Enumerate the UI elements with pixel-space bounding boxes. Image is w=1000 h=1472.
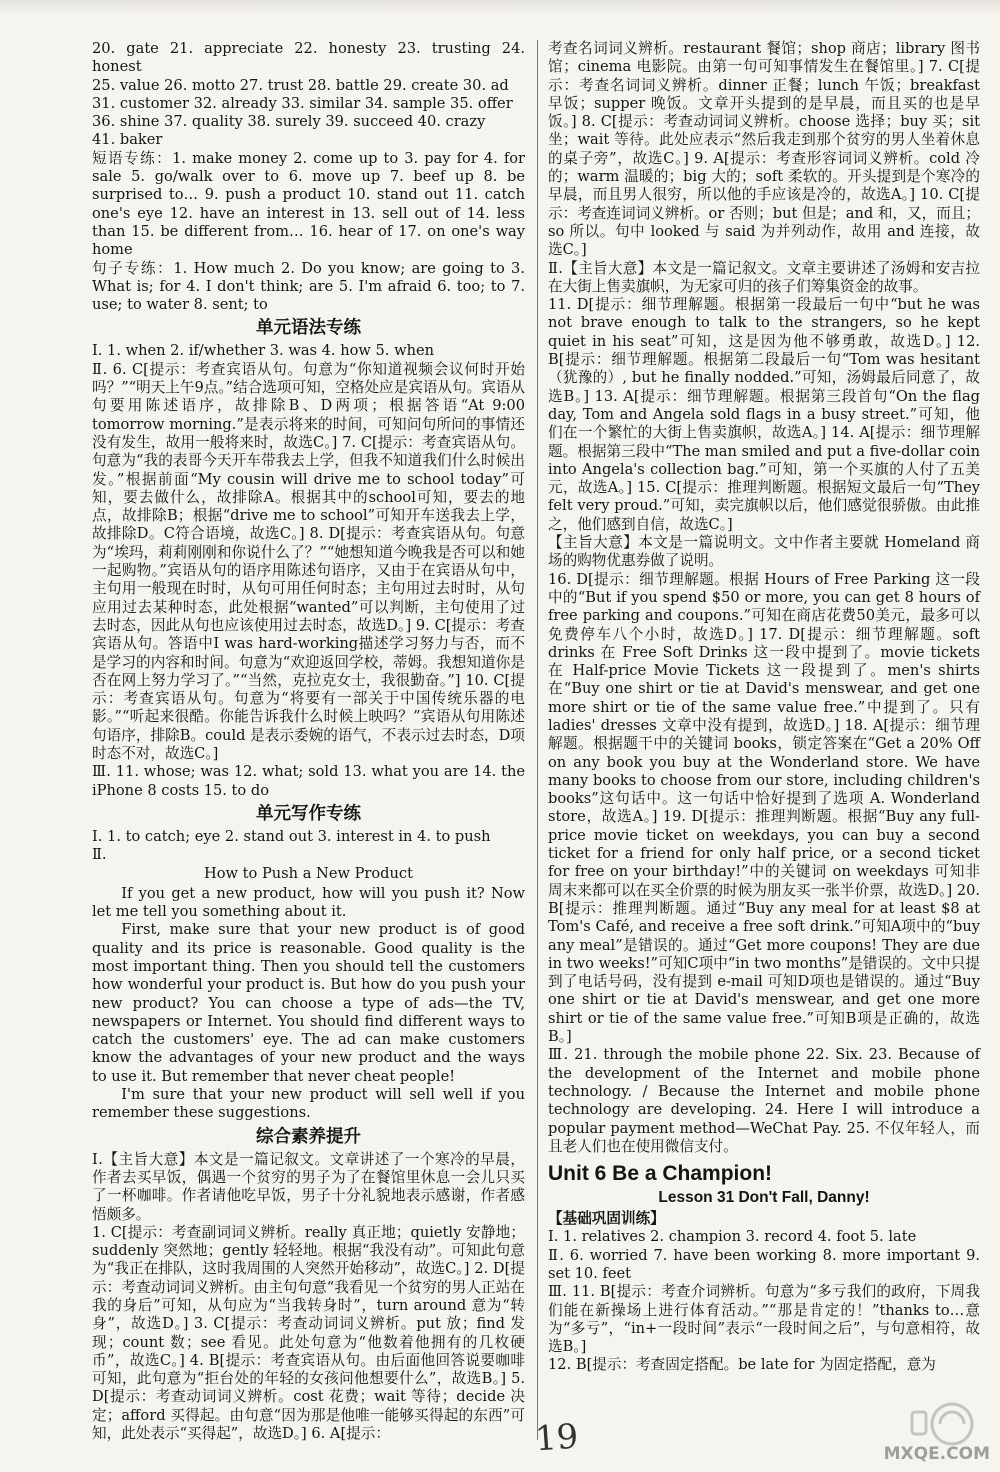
- sentence-practice: 句子专练：1. How much 2. Do you know; are going to 3. What is; for 4. I don't think; are 5. I'm afraid 6. too; to 7. use; to water 8. sent; to: [92, 259, 525, 314]
- basic-part-2: Ⅱ. 6. worried 7. have been working 8. more important 9. set 10. feet: [548, 1246, 980, 1282]
- writing-part-1: Ⅰ. 1. to catch; eye 2. stand out 3. interest in 4. to push: [92, 827, 491, 845]
- essay-title: How to Push a New Product: [204, 865, 413, 883]
- writing-part-2-label: [92, 846, 525, 864]
- vocab-line: 31. customer 32. already 33. similar 34. sample 35. offer: [92, 94, 513, 112]
- basic-part-4: 12. B[提示：考查固定搭配。be late for 为固定搭配，意为: [548, 1356, 936, 1374]
- reading-2-answers: 11. D[提示：细节理解题。根据第一段最后一句中“but he was not brave enough to talk to the strangers, so he kept quiet in his seat”可知，这是因为他不够勇敢，故选D。] 12. B[提示：细节理解题。根据第二段最后一句“Tom was hesitant（犹豫的）, but he finally nodded.”可知，汤姆最后同意了，故选B。] 13. A[提示：细节理解题。根据第三段首句“On the flag day, Tom and Angela sold flags in a busy street.”可知，他们在一个繁忙的大街上售卖旗帜，故选A。] 14. A[提示：细节理解题。根据第三段中“The man smiled and put a five-dollar coin into Angela's collection bag.”可知，第一个买旗的人付了五美元，故选A。] 15. C[提示：推理判断题。根据短文最后一句“They felt very proud.”可知，卖完旗帜以后，他们感觉很骄傲。由此推之，他们感到自信，故选C。]: [548, 296, 980, 533]
- grammar-part-3: Ⅲ. 11. whose; was 12. what; sold 13. what you are 14. the iPhone 8 costs 15. to do: [92, 763, 525, 799]
- grammar-part-1: Ⅰ. 1. when 2. if/whether 3. was 4. how 5. when: [92, 342, 435, 360]
- vocab-line: 41. baker: [92, 131, 163, 149]
- basic-part-1: Ⅰ. 1. relatives 2. champion 3. record 4. foot 5. late: [548, 1228, 917, 1246]
- page-number: 19: [533, 1416, 580, 1460]
- writing-section-title: 单元写作专练: [256, 803, 361, 824]
- phrase-practice: 短语专练：1. make money 2. come up to 3. pay for 4. for sale 5. go/walk over to 6. move up 7. beef up 8. be surprised to… 9. push a product 10. stand out 11. catch one's eye 12. have an interest in 13. sell out of 14. less than 15. be different from… 16. hear of 17. on one's way home: [92, 149, 525, 259]
- essay-paragraph: First, make sure that your new product is of good quality and its price is reasonable. Good quality is the most important thing. Then you should tell the customers how wonderful your product is. But how do you push your new product? You can choose a type of ads—the TV, newspapers or Internet. You should find different ways to catch the customers' eye. The ad can make customers know the advantages of your new product and the ways to use it. But remember that never cheat people!: [92, 921, 525, 1085]
- reading-2-summary: Ⅱ.【主旨大意】本文是一篇记叙文。文章主要讲述了汤姆和安吉拉在大街上售卖旗帜，为无家可归的孩子们筹集资金的故事。: [548, 259, 980, 295]
- vocab-line: 36. shine 37. quality 38. surely 39. succeed 40. crazy: [92, 113, 486, 131]
- reading-3-answers: 16. D[提示：细节理解题。根据 Hours of Free Parking 这一段中的“But if you spend $50 or more, you can get 8 hours of free parking and coupons.”可知在商店花费50美元，最多可以免费停车八个小时，故选D。] 17. D[提示：细节理解题。soft drinks 在 Free Soft Drinks 这一段中提到了。movie tickets 在 Half-price Movie Tickets 这一段提到了。men's shirts 在“Buy one shirt or tie at David's menswear, and get one more shirt or tie of the same value free.”中提到了。只有 ladies' dresses 文章中没有提到，故选D。] 18. A[提示：细节理解题。根据题干中的关键词 books，锁定答案在“Get a 20% Off on any book you buy at the Wonderland store. We have many books to choose from our store, including children's books”这句话中。这一句话中恰好提到了选项 A. Wonderland store，故选A。] 19. D[提示：推理判断题。根据“Buy any full-price movie ticket on weekdays, you can buy a second ticket for a friend for only half price, or a second ticket for free on your birthday!”中的关键词 on weekdays 可知非周末来都可以在买全价票的时候为朋友买一张半价票，故选D。] 20. B[提示：推理判断题。通过“Buy any meal for at least $8 at Tom's Café, and receive a free soft drink.”可知A项中的“buy any meal”是错误的。通过“Get more coupons! They are due in two weeks!”可知C项中“in two months”是错误的。文中只提到了电话号码，没有提到 e-mail 可知D项也是错误的。通过“Buy one shirt or tie at David's menswear, and get one more shirt or tie of the same value free.”可知B项是正确的，故选B。]: [548, 570, 980, 1046]
- vocab-line: 20. gate 21. appreciate 22. honesty 23. trusting 24. honest: [92, 40, 525, 76]
- watermark-text: MXQE.COM: [883, 1444, 990, 1464]
- comprehensive-section-title: 综合素养提升: [256, 1126, 361, 1147]
- reading-1-answers-cont: 考查名词词义辨析。restaurant 餐馆；shop 商店；library 图书馆；cinema 电影院。由第一句可知事情发生在餐馆里。] 7. C[提示：考查名词词义辨析。dinner 正餐；lunch 午饭；breakfast 早饭；supper 晚饭。文章开头提到的是早晨，而且买的也是早饭。] 8. C[提示：考查动词词义辨析。choose 选择；buy 买；sit 坐；wait 等待。此处应表示“然后我走到那个贫穷的男人坐着休息的桌子旁”，故选C。] 9. A[提示：考查形容词词义辨析。cold 冷的；warm 温暖的；big 大的；soft 柔软的。开头提到是个寒冷的早晨，而且男人很穷，所以他的手应该是冷的，故选A。] 10. C[提示：考查连词词义辨析。or 否则；but 但是；and 和，又，而且；so 所以。句中 looked 与 said 为并列动作，故用 and 连接，故选C。]: [548, 40, 980, 259]
- vocab-line: 25. value 26. motto 27. trust 28. battle 29. create 30. ad: [92, 76, 509, 94]
- reading-1-answers: 1. C[提示：考查副词词义辨析。really 真正地；quietly 安静地；suddenly 突然地；gently 轻轻地。根据“我没有动”。可知此句意为“我正在排队，这时我周围的人突然开始移动”，故选C。] 2. D[提示：考查动词词义辨析。由主句句意“我看见一个贫穷的男人正站在我的身后”可知，从句应为“当我转身时”，turn around 意为“转身”，故选D。] 3. C[提示：考查动词词义辨析。put 放；find 发现；count 数；see 看见。此处句意为“他数着他拥有的几枚硬币”，故选C。] 4. B[提示：考查宾语从句。由后面他回答说要咖啡可知，此句意为“拒台处的年轻的女孩问他想要什么”，故选B。] 5. D[提示：考查动词词义辨析。cost 花费；wait 等待；decide 决定；afford 买得起。由句意“因为那是他唯一能够买得起的东西”可知，此处表示“买得起”，故选D。] 6. A[提示：: [92, 1223, 525, 1443]
- right-column: [548, 40, 980, 1375]
- lesson-title: Lesson 31 Don't Fall, Danny!: [658, 1189, 870, 1207]
- scan-edge: [0, 0, 1000, 14]
- reading-4-answers: Ⅲ. 21. through the mobile phone 22. Six. 23. Because of the development of the Internet and mobile phone technology. / Because the Internet and mobile phone technology are developing. 24. Here I will introduce a popular payment method—WeChat Pay. 25. 不仅年轻人，而且老人们也在使用微信支付。: [548, 1046, 980, 1155]
- essay-paragraph: If you get a new product, how will you push it? Now let me tell you something about it.: [92, 884, 525, 921]
- reading-1-summary: Ⅰ.【主旨大意】本文是一篇记叙文。文章讲述了一个寒冷的早晨，作者去买早饭，偶遇一个贫穷的男子为了在餐馆里休息一会儿只买了一杯咖啡。作者请他吃早饭，男子十分礼貌地表示感谢，作者感悟颇多。: [92, 1150, 525, 1223]
- basic-training-label: 【基础巩固训练】: [548, 1210, 665, 1228]
- grammar-part-2: Ⅱ. 6. C[提示：考查宾语从句。句意为“你知道视频会议何时开始吗？”“明天上午9点。”结合选项可知，空格处应是宾语从句。宾语从句要用陈述语序，故排除B、D两项；根据答语“At 9:00 tomorrow morning.”是表示将来的时间，可知问句所问的事情还没有发生，故用一般将来时，故选C。] 7. C[提示：考查宾语从句。句意为“我的表哥今天开车带我去上学，但我不知道我们什么时候出发。”根据前面“My cousin will drive me to school today”可知，要去做什么，故排除A。根据其中的school可知，要去的地点，故排除B；根据“drive me to school”可知开车送我去上学，故排除D。C符合语境，故选C。] 8. D[提示：考查宾语从句。句意为“埃玛，莉莉刚刚和你说什么了？”“她想知道今晚我是否可以和她一起购物。”宾语从句的语序用陈述句语序，又由于在宾语从句中，主句用一般现在时时，从句可用任何时态；主句用过去时时，从句应用过去某种时态，此处根据“wanted”可以判断，主句使用了过去时态，因此从句也应该使用过去时态，故选D。] 9. C[提示：考查宾语从句。答语中I was hard-working描述学习努力与否，而不是学习的内容和时间。句意为“欢迎返回学校，蒂姆。我想知道你是否在网上努力学习了。”“当然，克拉克女士，我很勤奋。”] 10. C[提示：考查宾语从句。句意为“将要有一部关于中国传统乐器的电影。”“听起来很酷。你能告诉我什么时候上映吗？”宾语从句用陈述句语序，排除B。could 是表示委婉的语气，不表示过去时态，D项时态不对，故选C。]: [92, 360, 525, 762]
- reading-3-summary: 【主旨大意】本文是一篇说明文。文中作者主要就 Homeland 商场的购物优惠券做了说明。: [548, 534, 980, 570]
- basic-part-3: Ⅲ. 11. B[提示：考查介词辨析。句意为“多亏我们的政府，下周我们能在新操场上进行体育活动。”“那是肯定的！”thanks to…意为“多亏”，“in+一段时间”表示“一段时间之后”，与句意相符，故选B。]: [548, 1283, 980, 1356]
- writing-label: Ⅱ.: [92, 846, 107, 864]
- column-divider: [537, 40, 538, 1440]
- unit-title: Unit 6 Be a Champion!: [548, 1162, 773, 1186]
- grammar-section-title: 单元语法专练: [256, 318, 361, 339]
- left-column: [92, 40, 525, 1443]
- essay-paragraph: I'm sure that your new product will sell well if you remember these suggestions.: [92, 1086, 525, 1122]
